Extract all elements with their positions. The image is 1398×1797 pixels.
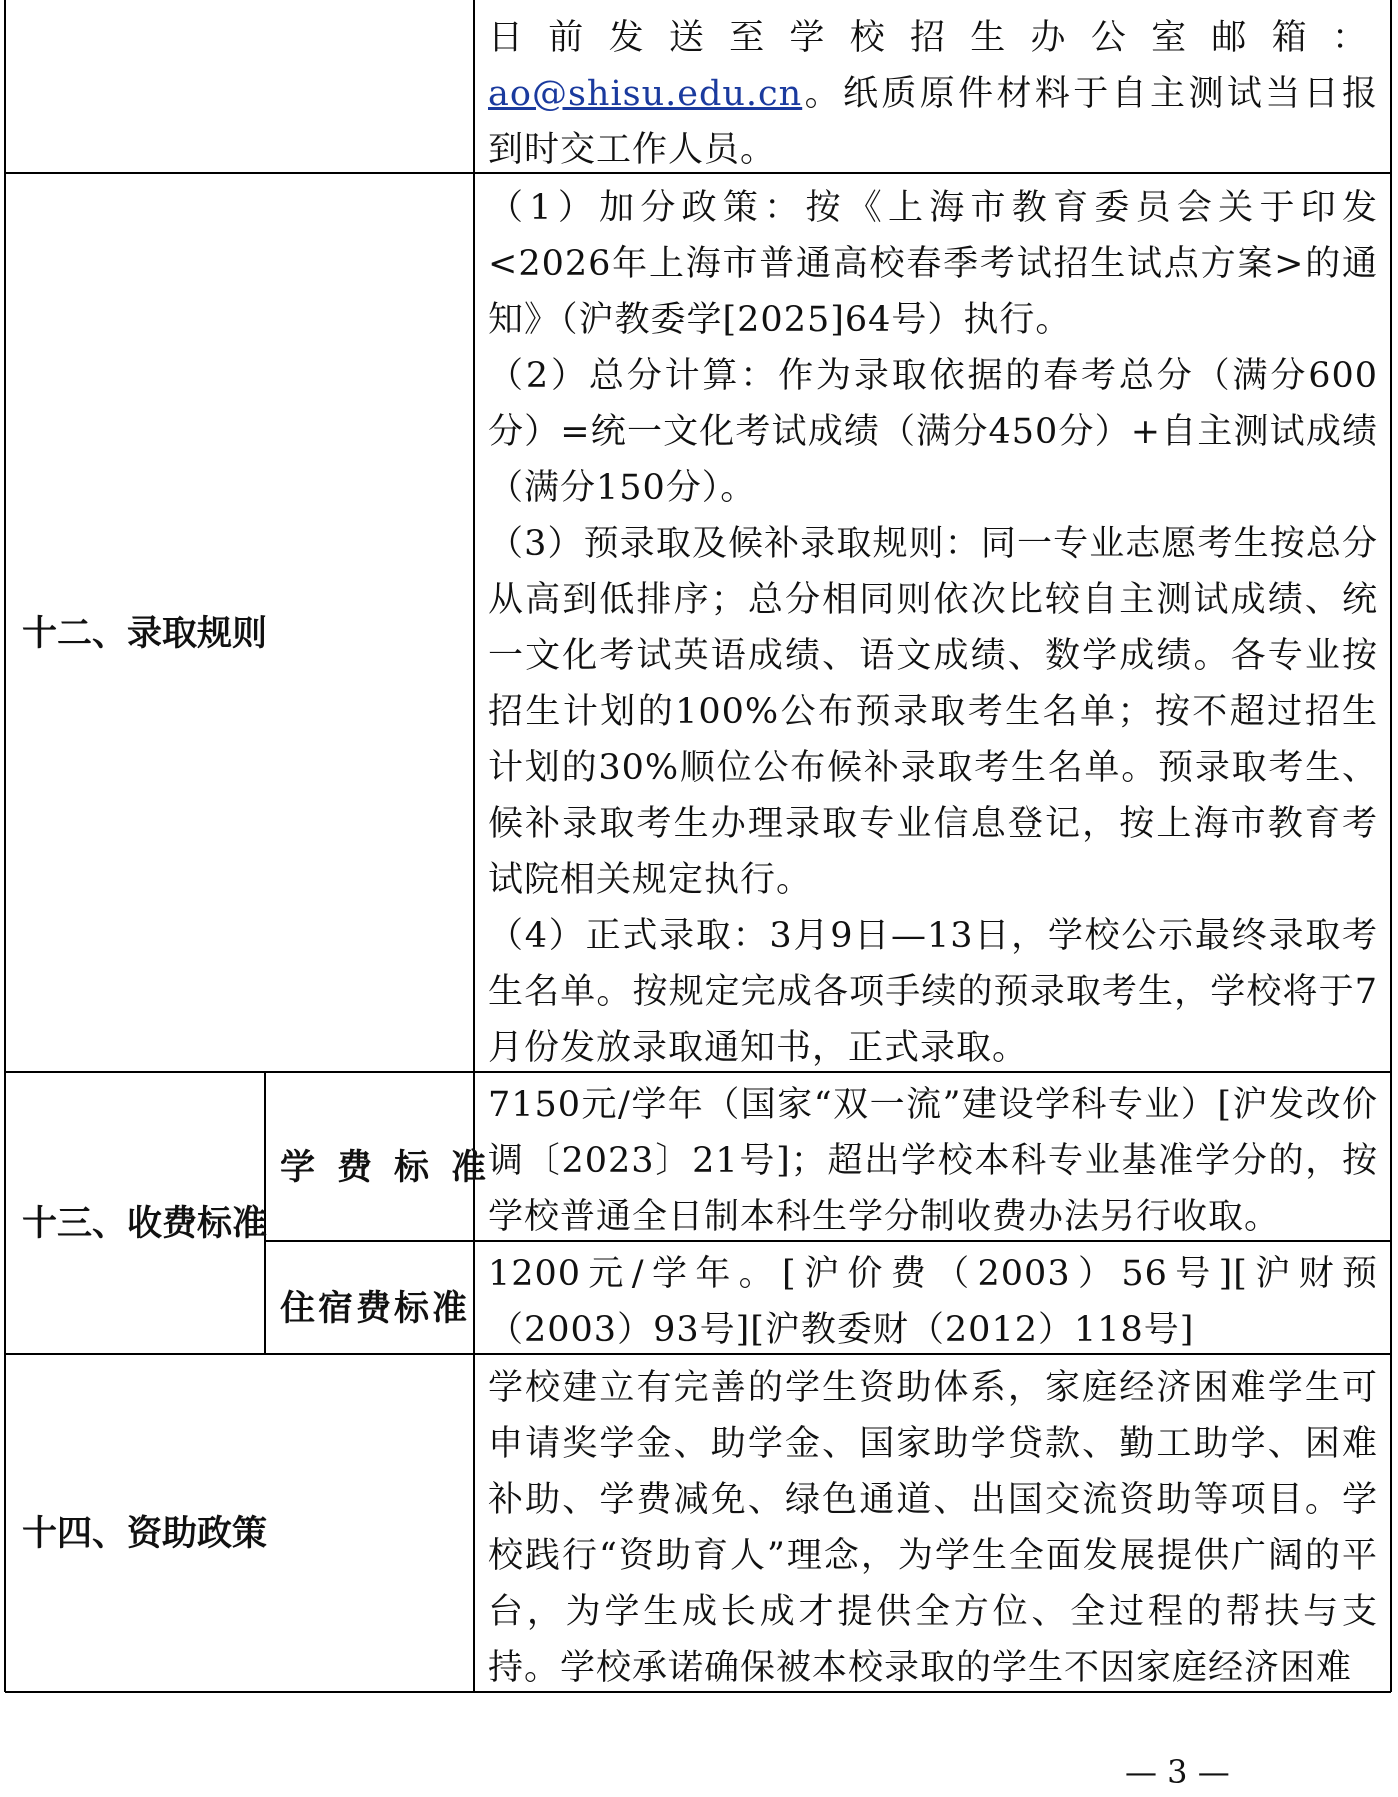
admission-email-link[interactable]: ao@shisu.edu.cn [488, 74, 803, 114]
materials-text-post: 。纸质原件材料于自主测试当日报到时交工作人员。 [488, 74, 1378, 170]
rule-total-score: （2）总分计算：作为录取依据的春考总分（满分600分）=统一文化考试成绩（满分450分）+自主测试成绩（满分150分）。 [488, 356, 1378, 508]
lodging-label: 住宿费标准 [280, 1289, 471, 1329]
rule-bonus-policy: （1）加分政策：按《上海市教育委员会关于印发<2026年上海市普通高校春季考试招生试点方案>的通知》（沪教委学[2025]64号）执行。 [488, 188, 1378, 340]
materials-text-pre: 日前发送至学校招生办公室邮箱： [488, 18, 1378, 58]
fee-standards-label: 十三、收费标准 [22, 1204, 268, 1244]
admission-rules-label: 十二、录取规则 [22, 614, 268, 654]
materials-text [488, 10, 1378, 178]
tuition-text: 7150元/学年（国家“双一流”建设学科专业）[沪发改价调〔2023〕21号]；超出学校本科专业基准学分的，按学校普通全日制本科生学分制收费办法另行收取。 [488, 1085, 1378, 1237]
financial-aid-text: 学校建立有完善的学生资助体系，家庭经济困难学生可申请奖学金、助学金、国家助学贷款、勤工助学、困难补助、学费减免、绿色通道、出国交流资助等项目。学校践行“资助育人”理念，为学生全面发展提供广阔的平台，为学生成长成才提供全方位、全过程的帮扶与支持。学校承诺确保被本校录取的学生不因家庭经济困难 [488, 1368, 1378, 1688]
page-number: — 3 — [1125, 1753, 1230, 1791]
lodging-text: 1200元/学年。[沪价费（2003）56号][沪财预（2003）93号][沪教委财（2012）118号] [488, 1254, 1378, 1350]
financial-aid-label: 十四、资助政策 [22, 1514, 268, 1554]
rule-formal-admission: （4）正式录取：3月9日—13日，学校公示最终录取考生名单。按规定完成各项手续的预录取考生，学校将于7月份发放录取通知书，正式录取。 [488, 916, 1378, 1068]
tuition-label: 学费标准 [280, 1148, 509, 1188]
admission-rules-text [488, 180, 1378, 1076]
rule-pre-admission: （3）预录取及候补录取规则：同一专业志愿考生按总分从高到低排序；总分相同则依次比较自主测试成绩、统一文化考试英语成绩、语文成绩、数学成绩。各专业按招生计划的100%公布预录取考生名单；按不超过招生计划的30%顺位公布候补录取考生名单。预录取考生、候补录取考生办理录取专业信息登记，按上海市教育考试院相关规定执行。 [488, 524, 1378, 900]
